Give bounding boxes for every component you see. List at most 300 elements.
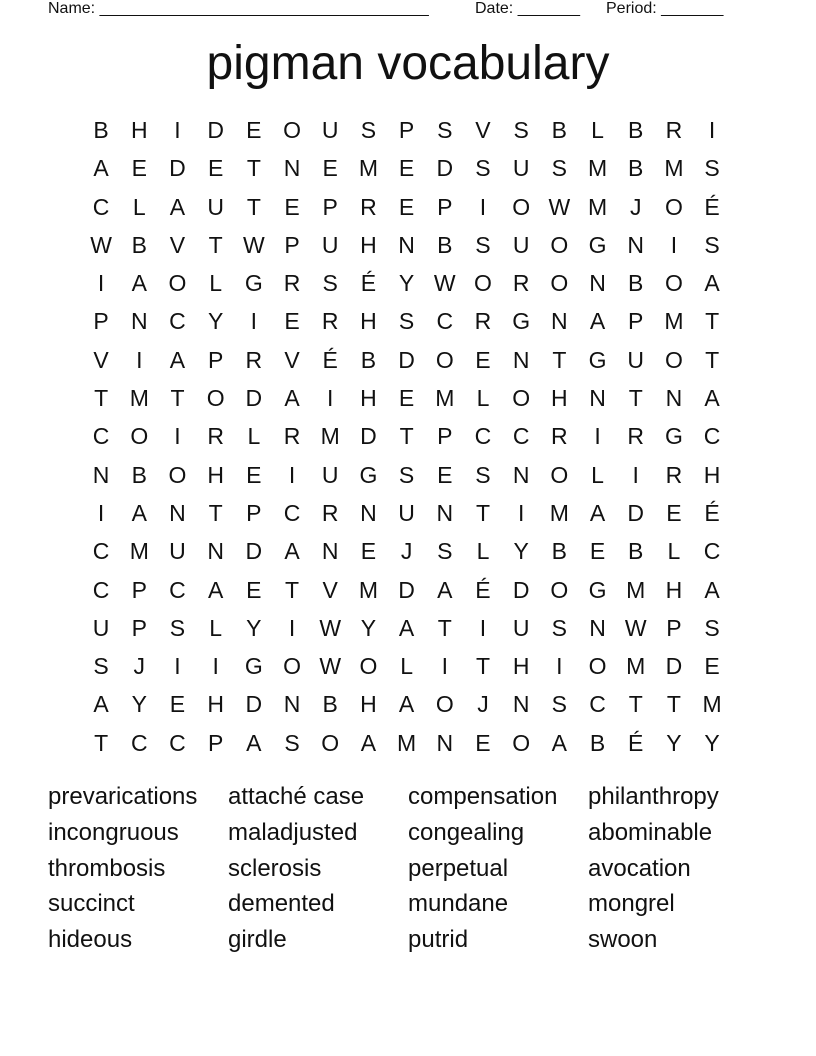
grid-letter[interactable]: P <box>628 308 644 335</box>
grid-letter[interactable]: R <box>512 270 530 297</box>
grid-letter[interactable]: C <box>92 538 110 565</box>
grid-letter[interactable]: Y <box>513 538 529 565</box>
grid-letter[interactable]: A <box>589 308 606 335</box>
grid-letter[interactable]: D <box>245 691 263 718</box>
grid-letter[interactable]: C <box>283 499 301 526</box>
grid-letter[interactable]: C <box>92 423 110 450</box>
grid-letter[interactable]: C <box>512 423 530 450</box>
grid-letter[interactable]: Y <box>131 691 147 718</box>
grid-letter[interactable]: T <box>628 691 643 718</box>
word-list-item: mongrel <box>588 890 675 918</box>
grid-letter[interactable]: O <box>588 653 607 680</box>
grid-letter[interactable]: J <box>629 193 642 220</box>
grid-letter[interactable]: P <box>322 193 338 220</box>
grid-letter[interactable]: I <box>212 653 219 680</box>
grid-letter[interactable]: O <box>206 385 225 412</box>
grid-letter[interactable]: W <box>319 614 342 641</box>
grid-letter[interactable]: S <box>398 461 415 488</box>
grid-letter[interactable]: A <box>169 346 186 373</box>
grid-letter[interactable]: N <box>665 385 683 412</box>
grid-letter[interactable]: S <box>475 155 491 182</box>
grid-letter[interactable]: P <box>131 614 147 641</box>
grid-letter[interactable]: U <box>207 193 224 220</box>
grid-letter[interactable]: L <box>476 385 490 412</box>
grid-letter[interactable]: B <box>628 155 644 182</box>
grid-letter[interactable]: O <box>130 423 149 450</box>
grid-letter[interactable]: W <box>548 193 571 220</box>
grid-letter[interactable]: V <box>322 576 338 603</box>
grid-letter[interactable]: I <box>556 653 563 680</box>
grid-letter[interactable]: D <box>207 117 224 143</box>
grid-letter[interactable]: I <box>670 231 678 258</box>
grid-letter[interactable]: P <box>284 231 300 258</box>
grid-letter[interactable]: I <box>97 499 105 526</box>
grid-letter[interactable]: N <box>283 155 301 182</box>
grid-letter[interactable]: T <box>170 385 185 412</box>
grid-letter[interactable]: B <box>131 231 147 258</box>
grid-letter[interactable]: O <box>512 385 531 412</box>
grid-letter[interactable]: U <box>169 538 186 565</box>
grid-letter[interactable]: É <box>360 270 377 297</box>
grid-letter[interactable]: N <box>321 538 339 565</box>
grid-letter[interactable]: S <box>704 155 720 182</box>
grid-letter[interactable]: B <box>360 346 377 373</box>
grid-letter[interactable]: T <box>246 193 261 220</box>
grid-letter[interactable]: O <box>550 461 569 488</box>
grid-letter[interactable]: D <box>245 538 263 565</box>
grid-letter[interactable]: U <box>321 231 339 258</box>
grid-letter[interactable]: E <box>322 155 338 182</box>
grid-letter[interactable]: W <box>242 231 265 258</box>
grid-letter[interactable]: L <box>132 193 146 220</box>
grid-letter[interactable]: N <box>627 231 645 258</box>
grid-letter[interactable]: O <box>550 576 569 603</box>
grid-letter[interactable]: W <box>624 614 647 641</box>
grid-letter[interactable]: I <box>136 346 143 373</box>
grid-letter[interactable]: O <box>283 653 301 680</box>
grid-letter[interactable]: A <box>207 576 224 603</box>
grid-letter[interactable]: N <box>436 729 454 756</box>
grid-letter[interactable]: P <box>207 729 224 756</box>
word-list-item: demented <box>228 890 335 918</box>
grid-letter[interactable]: I <box>517 499 525 526</box>
grid-letter[interactable]: U <box>321 461 339 488</box>
grid-letter[interactable]: I <box>174 653 181 680</box>
grid-letter[interactable]: C <box>130 729 148 756</box>
grid-letter[interactable]: S <box>437 538 453 565</box>
grid-letter[interactable]: N <box>436 499 454 526</box>
grid-letter[interactable]: T <box>437 614 452 641</box>
grid-letter[interactable]: T <box>94 385 109 412</box>
grid-letter[interactable]: R <box>665 461 683 488</box>
grid-letter[interactable]: R <box>551 423 568 450</box>
grid-letter[interactable]: U <box>92 614 110 641</box>
grid-letter[interactable]: W <box>90 231 112 258</box>
grid-letter[interactable]: A <box>551 729 568 756</box>
grid-letter[interactable]: M <box>397 729 417 756</box>
grid-letter[interactable]: T <box>399 423 414 450</box>
grid-letter[interactable]: O <box>283 117 301 143</box>
grid-letter[interactable]: É <box>628 729 644 756</box>
grid-letter[interactable]: I <box>174 117 181 143</box>
grid-letter[interactable]: R <box>360 193 377 220</box>
grid-letter[interactable]: E <box>475 729 491 756</box>
grid-letter[interactable]: A <box>246 729 262 756</box>
grid-letter[interactable]: G <box>588 231 607 258</box>
grid-letter[interactable]: O <box>321 729 340 756</box>
grid-letter[interactable]: C <box>169 729 186 756</box>
grid-letter[interactable]: O <box>550 231 569 258</box>
grid-letter[interactable]: T <box>285 576 300 603</box>
grid-letter[interactable]: E <box>169 691 186 718</box>
grid-letter[interactable]: D <box>245 385 263 412</box>
grid-letter[interactable]: O <box>435 346 454 373</box>
grid-letter[interactable]: M <box>358 155 378 182</box>
grid-letter[interactable]: U <box>512 155 530 182</box>
grid-letter[interactable]: Y <box>398 270 415 297</box>
grid-letter[interactable]: J <box>133 653 146 680</box>
grid-letter[interactable]: P <box>437 193 453 220</box>
grid-letter[interactable]: J <box>400 538 413 565</box>
grid-letter[interactable]: G <box>664 423 683 450</box>
grid-letter[interactable]: C <box>436 308 454 335</box>
date-field[interactable]: Date: _______ <box>475 0 580 17</box>
grid-letter[interactable]: M <box>549 499 569 526</box>
grid-letter[interactable]: B <box>551 538 568 565</box>
grid-letter[interactable]: H <box>207 461 224 488</box>
grid-letter[interactable]: U <box>321 117 339 143</box>
grid-letter[interactable]: R <box>207 423 224 450</box>
grid-letter[interactable]: E <box>284 193 300 220</box>
grid-letter[interactable]: H <box>360 385 377 412</box>
grid-letter[interactable]: I <box>97 270 105 297</box>
grid-letter[interactable]: I <box>288 461 296 488</box>
grid-letter[interactable]: V <box>169 231 186 258</box>
grid-letter[interactable]: S <box>322 270 338 297</box>
grid-letter[interactable]: E <box>398 155 415 182</box>
grid-letter[interactable]: P <box>207 346 224 373</box>
grid-letter[interactable]: O <box>550 270 569 297</box>
grid-letter[interactable]: B <box>322 691 338 718</box>
grid-letter[interactable]: Y <box>360 614 377 641</box>
grid-letter[interactable]: R <box>474 308 492 335</box>
grid-letter[interactable]: T <box>208 499 223 526</box>
grid-letter[interactable]: R <box>321 499 339 526</box>
grid-letter[interactable]: C <box>703 538 721 565</box>
grid-letter[interactable]: M <box>129 538 149 565</box>
grid-letter[interactable]: S <box>475 461 491 488</box>
grid-letter[interactable]: E <box>360 538 377 565</box>
grid-letter[interactable]: M <box>702 691 722 718</box>
grid-letter[interactable]: Y <box>207 308 224 335</box>
grid-letter[interactable]: O <box>512 729 531 756</box>
grid-letter[interactable]: N <box>589 385 606 412</box>
grid-letter[interactable]: A <box>437 576 453 603</box>
grid-letter[interactable]: M <box>358 576 378 603</box>
grid-letter[interactable]: E <box>589 538 606 565</box>
grid-letter[interactable]: J <box>477 691 489 718</box>
grid-letter[interactable]: E <box>207 155 224 182</box>
grid-letter[interactable]: O <box>474 270 492 297</box>
grid-letter[interactable]: G <box>244 653 263 680</box>
grid-letter[interactable]: Y <box>246 614 262 641</box>
grid-letter[interactable]: N <box>130 308 148 335</box>
grid-letter[interactable]: S <box>704 231 720 258</box>
grid-letter[interactable]: B <box>551 117 568 143</box>
grid-letter[interactable]: T <box>475 499 490 526</box>
grid-letter[interactable]: N <box>551 308 568 335</box>
grid-letter[interactable]: L <box>400 653 413 680</box>
grid-letter[interactable]: S <box>551 691 568 718</box>
grid-letter[interactable]: B <box>628 117 644 143</box>
grid-letter[interactable]: N <box>512 346 530 373</box>
grid-letter[interactable]: I <box>632 461 639 488</box>
grid-letter[interactable]: R <box>627 423 645 450</box>
grid-letter[interactable]: Y <box>666 729 682 756</box>
grid-letter[interactable]: P <box>666 614 682 641</box>
word-list-item: philanthropy <box>588 783 719 810</box>
grid-letter[interactable]: O <box>664 270 683 297</box>
grid-letter[interactable]: P <box>398 117 415 143</box>
grid-letter[interactable]: H <box>665 576 683 603</box>
grid-letter[interactable]: N <box>207 538 224 565</box>
grid-letter[interactable]: G <box>359 461 378 488</box>
grid-letter[interactable]: H <box>360 691 377 718</box>
grid-letter[interactable]: M <box>664 155 684 182</box>
grid-letter[interactable]: M <box>587 155 608 182</box>
grid-letter[interactable]: U <box>398 499 415 526</box>
grid-letter[interactable]: P <box>437 423 453 450</box>
grid-letter[interactable]: A <box>131 499 147 526</box>
grid-letter[interactable]: C <box>92 193 110 220</box>
grid-letter[interactable]: E <box>437 461 453 488</box>
grid-letter[interactable]: T <box>628 385 643 412</box>
grid-letter[interactable]: B <box>589 729 606 756</box>
grid-letter[interactable]: I <box>594 423 601 450</box>
word-list-item: incongruous <box>48 818 179 846</box>
grid-letter[interactable]: S <box>437 117 453 143</box>
grid-letter[interactable]: O <box>168 270 187 297</box>
grid-letter[interactable]: A <box>131 270 147 297</box>
grid-letter[interactable]: O <box>168 461 187 488</box>
grid-letter[interactable]: D <box>169 155 186 182</box>
grid-letter[interactable]: A <box>360 729 377 756</box>
grid-letter[interactable]: H <box>360 308 377 335</box>
grid-letter[interactable]: N <box>589 270 606 297</box>
grid-letter[interactable]: D <box>398 346 415 373</box>
grid-letter[interactable]: A <box>93 691 109 718</box>
grid-letter[interactable]: E <box>475 346 491 373</box>
grid-letter[interactable]: V <box>93 346 109 373</box>
grid-letter[interactable]: D <box>436 155 454 182</box>
period-field[interactable]: Period: _______ <box>606 0 724 17</box>
grid-letter[interactable]: E <box>704 653 720 680</box>
grid-letter[interactable]: H <box>512 653 530 680</box>
grid-letter[interactable]: A <box>704 576 720 603</box>
grid-letter[interactable]: R <box>283 270 301 297</box>
grid-letter[interactable]: S <box>551 614 568 641</box>
grid-letter[interactable]: Y <box>704 729 720 756</box>
grid-letter[interactable]: S <box>360 117 377 143</box>
grid-letter[interactable]: E <box>398 193 415 220</box>
grid-letter[interactable]: E <box>284 308 300 335</box>
grid-letter[interactable]: S <box>169 614 186 641</box>
grid-letter[interactable]: P <box>93 308 109 335</box>
grid-letter[interactable]: G <box>588 346 607 373</box>
grid-letter[interactable]: M <box>587 193 608 220</box>
grid-letter[interactable]: U <box>512 231 530 258</box>
grid-letter[interactable]: I <box>174 423 181 450</box>
name-field[interactable]: Name: _____________________________________ <box>48 0 429 17</box>
grid-letter[interactable]: D <box>665 653 683 680</box>
grid-letter[interactable]: C <box>92 576 110 603</box>
grid-letter[interactable]: É <box>475 576 491 603</box>
grid-letter[interactable]: A <box>284 385 300 412</box>
grid-letter[interactable]: D <box>398 576 415 603</box>
grid-letter[interactable]: S <box>704 614 720 641</box>
grid-letter[interactable]: B <box>131 461 147 488</box>
grid-letter[interactable]: É <box>704 193 720 220</box>
grid-letter[interactable]: A <box>398 614 415 641</box>
grid-letter[interactable]: P <box>246 499 262 526</box>
grid-letter[interactable]: D <box>512 576 530 603</box>
grid-letter[interactable]: T <box>475 653 490 680</box>
grid-letter[interactable]: I <box>441 653 448 680</box>
grid-letter[interactable]: N <box>360 499 377 526</box>
grid-letter[interactable]: D <box>627 499 645 526</box>
grid-letter[interactable]: N <box>92 461 110 488</box>
grid-letter[interactable]: I <box>327 385 334 412</box>
grid-letter[interactable]: L <box>591 461 604 488</box>
grid-letter[interactable]: O <box>512 193 531 220</box>
grid-letter[interactable]: C <box>169 576 186 603</box>
grid-letter[interactable]: A <box>169 193 186 220</box>
grid-letter[interactable]: O <box>664 346 683 373</box>
grid-letter[interactable]: O <box>664 193 683 220</box>
grid-letter[interactable]: H <box>130 117 148 143</box>
grid-letter[interactable]: E <box>246 576 262 603</box>
grid-letter[interactable]: N <box>169 499 186 526</box>
grid-letter[interactable]: E <box>246 117 262 143</box>
grid-letter[interactable]: M <box>129 385 149 412</box>
grid-letter[interactable]: M <box>664 308 684 335</box>
grid-letter[interactable]: L <box>209 614 223 641</box>
word-list-item: avocation <box>588 854 691 882</box>
grid-letter[interactable]: I <box>250 308 258 335</box>
grid-letter[interactable]: E <box>666 499 682 526</box>
grid-letter[interactable]: C <box>589 691 606 718</box>
grid-letter[interactable]: V <box>475 117 491 143</box>
grid-letter[interactable]: A <box>704 385 720 412</box>
grid-letter[interactable]: G <box>512 308 531 335</box>
grid-letter[interactable]: I <box>479 614 487 641</box>
word-list-item: compensation <box>408 783 558 810</box>
grid-letter[interactable]: N <box>512 461 530 488</box>
grid-letter[interactable]: B <box>437 231 453 258</box>
grid-letter[interactable]: G <box>588 576 607 603</box>
grid-letter[interactable]: L <box>247 423 261 450</box>
grid-letter[interactable]: S <box>398 308 415 335</box>
grid-letter[interactable]: W <box>433 270 456 297</box>
grid-letter[interactable]: É <box>322 346 338 373</box>
grid-letter[interactable]: A <box>589 499 606 526</box>
grid-letter[interactable]: N <box>512 691 530 718</box>
grid-letter[interactable]: S <box>475 231 491 258</box>
grid-letter[interactable]: S <box>551 155 568 182</box>
grid-letter[interactable]: S <box>513 117 529 143</box>
grid-letter[interactable]: U <box>627 346 645 373</box>
grid-letter[interactable]: G <box>244 270 263 297</box>
grid-letter[interactable]: I <box>708 117 716 143</box>
grid-letter[interactable]: T <box>552 346 567 373</box>
grid-row <box>82 724 731 762</box>
grid-letter[interactable]: N <box>589 614 606 641</box>
grid-letter[interactable]: T <box>705 346 720 373</box>
grid-letter[interactable]: L <box>591 117 604 143</box>
grid-letter[interactable]: T <box>705 308 720 335</box>
grid-letter[interactable]: D <box>360 423 377 450</box>
grid-letter[interactable]: I <box>288 614 296 641</box>
grid-letter[interactable]: L <box>667 538 681 565</box>
grid-letter[interactable]: M <box>435 385 455 412</box>
grid-letter[interactable]: C <box>703 423 721 450</box>
grid-letter[interactable]: O <box>359 653 378 680</box>
grid-letter[interactable]: U <box>512 614 530 641</box>
grid-letter[interactable]: B <box>628 270 644 297</box>
grid-letter[interactable]: E <box>131 155 147 182</box>
grid-letter[interactable]: E <box>246 461 262 488</box>
grid-letter[interactable]: L <box>476 538 490 565</box>
grid-letter[interactable]: W <box>319 653 342 680</box>
grid-letter[interactable]: É <box>704 499 720 526</box>
grid-letter[interactable]: S <box>93 653 109 680</box>
grid-letter[interactable]: A <box>93 155 109 182</box>
grid-letter[interactable]: R <box>665 117 683 143</box>
grid-letter[interactable]: L <box>209 270 223 297</box>
grid-letter[interactable]: O <box>435 691 454 718</box>
grid-letter[interactable]: V <box>284 346 300 373</box>
grid-letter[interactable]: T <box>666 691 681 718</box>
grid-letter[interactable]: T <box>246 155 261 182</box>
grid-letter[interactable]: N <box>283 691 301 718</box>
grid-letter[interactable]: T <box>208 231 223 258</box>
grid-letter[interactable]: R <box>283 423 301 450</box>
grid-letter[interactable]: C <box>169 308 186 335</box>
grid-letter[interactable]: C <box>474 423 492 450</box>
grid-letter[interactable]: T <box>94 729 109 756</box>
grid-letter[interactable]: P <box>131 576 147 603</box>
grid-letter[interactable]: B <box>628 538 644 565</box>
grid-letter[interactable]: M <box>626 576 646 603</box>
grid-letter[interactable]: R <box>245 346 263 373</box>
grid-letter[interactable]: S <box>284 729 300 756</box>
grid-letter[interactable]: H <box>551 385 568 412</box>
word-list-item: attaché case <box>228 783 365 810</box>
grid-letter[interactable]: M <box>320 423 340 450</box>
grid-letter[interactable]: I <box>479 193 487 220</box>
grid-letter[interactable]: E <box>398 385 415 412</box>
grid-letter[interactable]: R <box>321 308 339 335</box>
grid-letter[interactable]: A <box>284 538 300 565</box>
grid-letter[interactable]: A <box>398 691 415 718</box>
grid-letter[interactable]: M <box>626 653 646 680</box>
grid-letter[interactable]: B <box>93 117 109 143</box>
grid-letter[interactable]: H <box>703 461 721 488</box>
grid-letter[interactable]: N <box>398 231 415 258</box>
grid-letter[interactable]: H <box>207 691 224 718</box>
grid-letter[interactable]: H <box>360 231 377 258</box>
grid-letter[interactable]: A <box>704 270 720 297</box>
